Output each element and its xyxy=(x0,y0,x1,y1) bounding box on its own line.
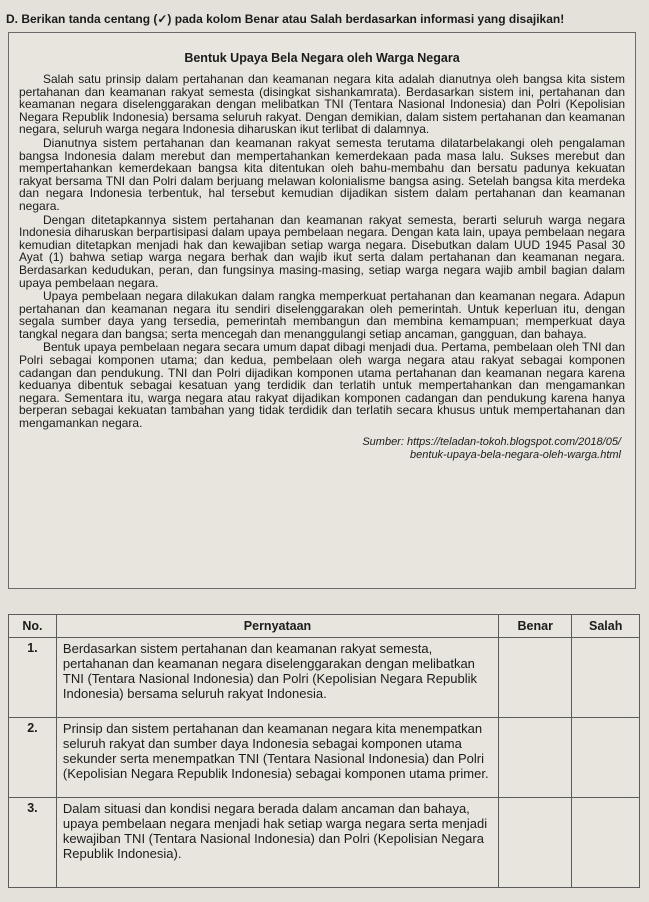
row-statement: Dalam situasi dan kondisi negara berada dalam ancaman dan bahaya, upaya pembelaan negara menjadi hak setiap warga negara serta menjadi kewajiban TNI (Tentara Nasional Indonesia) dan Polri (Kepolisian Negara Republik Indonesia). xyxy=(56,798,498,888)
reading-paragraph-5: Bentuk upaya pembelaan negara secara umum dapat dibagi menjadi dua. Pertama, pembelaan oleh TNI dan Polri sebagai komponen utama; dan kedua, pembelaan oleh warga negara atau rakyat sebagai komponen cadangan dan pendukung. TNI dan Polri dijadikan komponen utama pertahanan dan keamanan negara karena keduanya dibentuk sebagai kesatuan yang terdidik dan terlatih untuk mempertahankan dan mengamankan negara. Sementara itu, warga negara atau rakyat dijadikan komponen cadangan dan pendukung karena hanya berperan sebagai kekuatan tambahan yang tidak terdidik dan terlatih secara khusus untuk mempertahanan dan mengamankan negara. xyxy=(19,340,625,431)
header-true: Benar xyxy=(499,615,572,638)
header-statement: Pernyataan xyxy=(56,615,498,638)
false-checkbox-cell[interactable] xyxy=(572,798,640,888)
row-statement: Berdasarkan sistem pertahanan dan keamanan rakyat semesta, pertahanan dan keamanan negara diselenggarakan dengan melibatkan TNI (Tentara Nasional Indonesia) dan Polri (Kepolisian Negara Republik Indonesia) bersama seluruh rakyat Indonesia. xyxy=(56,638,498,718)
table-row xyxy=(9,798,640,888)
reading-paragraph-4: Upaya pembelaan negara dilakukan dalam rangka memperkuat pertahanan dan keamanan negara. Adapun pertahanan dan keamanan negara itu sendiri diselenggarakan oleh pemerintah. Untuk keperluan itu, dengan segala sumber daya yang tersedia, pemerintah membangun dan membina kemampuan; memperkuat daya tangkal negara dan bangsa; serta mencegah dan menanggulangi setiap ancaman, gangguan, dan bahaya. xyxy=(19,289,625,341)
instruction-text: D. Berikan tanda centang (✓) pada kolom Benar atau Salah berdasarkan informasi yang disajikan! xyxy=(6,12,565,26)
row-number: 3. xyxy=(9,798,57,888)
true-checkbox-cell[interactable] xyxy=(499,718,572,798)
table-header-row xyxy=(9,615,640,638)
table-row xyxy=(9,638,640,718)
reading-paragraph-1: Salah satu prinsip dalam pertahanan dan keamanan negara kita adalah dianutnya oleh bangsa kita sistem pertahanan dan keamanan rakyat semesta (disingkat sishankamrata). Berdasarkan sistem ini, pertahanan dan keamanan negara diselenggarakan dengan melibatkan TNI (Tentara Nasional Indonesia) dan Polri (Kepolisian Negara Republik Indonesia) bersama seluruh rakyat. Dengan demikian, dalam sistem pertahanan dan keamanan negara, seluruh warga negara Indonesia diharuskan ikut terlibat di dalamnya. xyxy=(19,72,625,137)
header-no: No. xyxy=(9,615,57,638)
reading-title: Bentuk Upaya Bela Negara oleh Warga Negara xyxy=(184,51,460,65)
false-checkbox-cell[interactable] xyxy=(572,638,640,718)
reading-paragraph-2: Dianutnya sistem pertahanan dan keamanan rakyat semesta terutama dilatarbelakangi oleh pengalaman bangsa Indonesia dalam merebut dan mempertahankan kemerdekaan pada masa lalu. Sukses merebut dan mempertahankan kemerdekaan bangsa kita ditentukan oleh bahu-membahu dan bersatu padunya kekuatan rakyat bersama TNI dan Polri dalam berjuang melawan kolonialisme bangsa asing. Setelah bangsa kita merdeka dan negara Indonesia terbentuk, hal tersebut kemudian dijadikan sistem dalam pertahanan dan keamanan negara. xyxy=(19,135,625,213)
reading-box xyxy=(8,32,636,589)
table-row xyxy=(9,718,640,798)
header-false: Salah xyxy=(572,615,640,638)
true-checkbox-cell[interactable] xyxy=(499,638,572,718)
row-number: 1. xyxy=(9,638,57,718)
row-statement: Prinsip dan sistem pertahanan dan keamanan negara kita menempatkan seluruh rakyat dan sumber daya Indonesia sebagai komponen utama sekunder serta menempatkan TNI (Tentara Nasional Indonesia) dan Polri (Kepolisian Negara Republik Indonesia) sebagai komponen utama primer. xyxy=(56,718,498,798)
source-line-1: Sumber: https://teladan-tokoh.blogspot.com/2018/05/ xyxy=(362,435,621,448)
source-line-2: bentuk-upaya-bela-negara-oleh-warga.html xyxy=(410,448,621,461)
row-number: 2. xyxy=(9,718,57,798)
false-checkbox-cell[interactable] xyxy=(572,718,640,798)
reading-paragraph-3: Dengan ditetapkannya sistem pertahanan dan keamanan rakyat semesta, berarti seluruh warga negara Indonesia diharuskan berpartisipasi dalam upaya pembelaan negara. Dengan kata lain, upaya pembelaan negara kemudian ditetapkan menjadi hak dan kewajiban setiap warga negara. Disebutkan dalam UUD 1945 Pasal 30 Ayat (1) bahwa setiap warga negara berhak dan wajib ikut serta dalam pertahanan dan keamanan negara. Berdasarkan kedudukan, peran, dan fungsinya masing-masing, setiap warga negara wajib ambil bagian dalam upaya pembelaan negara. xyxy=(19,212,625,290)
statement-table xyxy=(8,614,640,888)
true-checkbox-cell[interactable] xyxy=(499,798,572,888)
reading-source xyxy=(19,436,625,462)
